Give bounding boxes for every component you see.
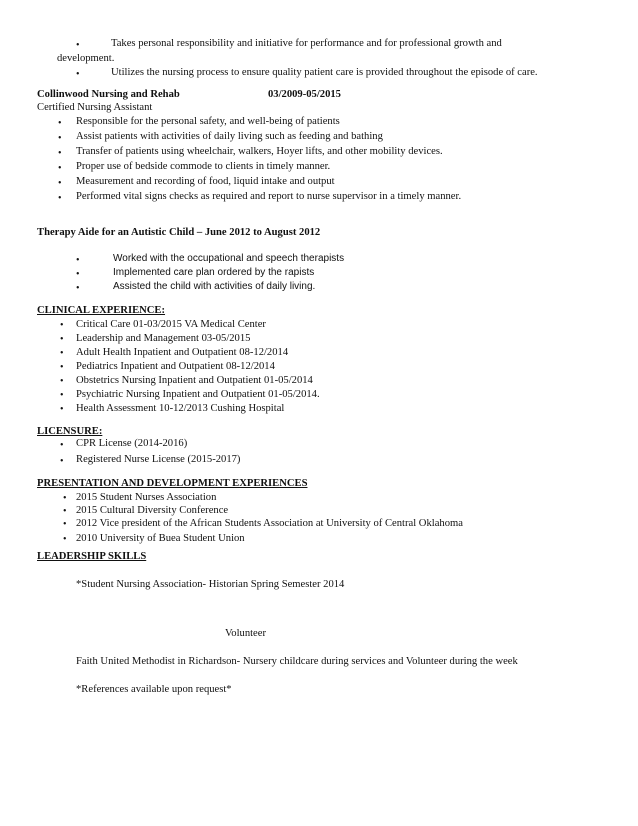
- bullet-icon: [63, 534, 67, 545]
- bullet-icon: [76, 40, 80, 51]
- volunteer-detail: Faith United Methodist in Richardson- Nursery childcare during services and Volunteer during the week: [76, 656, 518, 667]
- bullet-icon: [63, 493, 67, 504]
- list-item: Assisted the child with activities of daily living.: [113, 281, 316, 292]
- bullet-icon: [58, 178, 62, 189]
- list-item: 2015 Cultural Diversity Conference: [76, 505, 229, 516]
- bullet-icon: [76, 283, 80, 294]
- job-title: Certified Nursing Assistant: [37, 102, 153, 113]
- bullet-icon: [60, 320, 64, 331]
- bullet-icon: [58, 163, 62, 174]
- list-item: 2015 Student Nurses Association: [76, 492, 217, 503]
- bullet-icon: [60, 362, 64, 373]
- list-item: Responsible for the personal safety, and well-being of patients: [76, 116, 340, 127]
- list-item: Registered Nurse License (2015-2017): [76, 454, 241, 465]
- list-item: Implemented care plan ordered by the rapists: [113, 267, 315, 278]
- list-item: Performed vital signs checks as required and report to nurse supervisor in a timely manner.: [76, 191, 462, 202]
- job-employer: Collinwood Nursing and Rehab: [37, 89, 180, 100]
- volunteer-heading: Volunteer: [225, 628, 266, 639]
- list-item: Obstetrics Nursing Inpatient and Outpatient 01-05/2014: [76, 375, 313, 386]
- list-item: Utilizes the nursing process to ensure quality patient care is provided throughout the episode of care.: [111, 67, 538, 78]
- bullet-icon: [63, 519, 67, 530]
- bullet-icon: [58, 193, 62, 204]
- list-item: Health Assessment 10-12/2013 Cushing Hospital: [76, 403, 285, 414]
- bullet-icon: [76, 269, 80, 280]
- references-note: *References available upon request*: [76, 684, 232, 695]
- section-heading-clinical: CLINICAL EXPERIENCE:: [37, 305, 166, 316]
- bullet-icon: [76, 69, 80, 80]
- bullet-icon: [60, 440, 64, 451]
- section-heading-leadership: LEADERSHIP SKILLS: [37, 551, 147, 562]
- list-item: CPR License (2014-2016): [76, 438, 188, 449]
- list-item: Leadership and Management 03-05/2015: [76, 333, 251, 344]
- bullet-icon: [58, 118, 62, 129]
- list-item: Adult Health Inpatient and Outpatient 08-12/2014: [76, 347, 289, 358]
- list-item: 2010 University of Buea Student Union: [76, 533, 245, 544]
- section-heading-licensure: LICENSURE:: [37, 426, 103, 437]
- list-item: Proper use of bedside commode to clients in timely manner.: [76, 161, 331, 172]
- bullet-icon: [60, 456, 64, 467]
- list-item: 2012 Vice president of the African Students Association at University of Central Oklahoma: [76, 518, 463, 529]
- list-item: Takes personal responsibility and initiative for performance and for professional growth and: [111, 38, 502, 49]
- leadership-item: *Student Nursing Association- Historian Spring Semester 2014: [76, 579, 345, 590]
- bullet-icon: [60, 376, 64, 387]
- section-heading-presentation: PRESENTATION AND DEVELOPMENT EXPERIENCES: [37, 478, 308, 489]
- bullet-icon: [76, 255, 80, 266]
- list-item: Measurement and recording of food, liquid intake and output: [76, 176, 335, 187]
- list-item: Psychiatric Nursing Inpatient and Outpatient 01-05/2014.: [76, 389, 320, 400]
- bullet-icon: [63, 506, 67, 517]
- list-item: Pediatrics Inpatient and Outpatient 08-12/2014: [76, 361, 275, 372]
- list-item: Critical Care 01-03/2015 VA Medical Center: [76, 319, 266, 330]
- bullet-icon: [58, 148, 62, 159]
- bullet-icon: [60, 334, 64, 345]
- list-item: Transfer of patients using wheelchair, walkers, Hoyer lifts, and other mobility devices.: [76, 146, 443, 157]
- job-heading: Therapy Aide for an Autistic Child – June 2012 to August 2012: [37, 227, 321, 238]
- list-item: Assist patients with activities of daily living such as feeding and bathing: [76, 131, 383, 142]
- bullet-icon: [60, 404, 64, 415]
- bullet-icon: [60, 348, 64, 359]
- job-dates: 03/2009-05/2015: [268, 89, 341, 100]
- bullet-icon: [60, 390, 64, 401]
- list-item-continuation: development.: [57, 53, 115, 64]
- list-item: Worked with the occupational and speech therapists: [113, 253, 345, 264]
- bullet-icon: [58, 133, 62, 144]
